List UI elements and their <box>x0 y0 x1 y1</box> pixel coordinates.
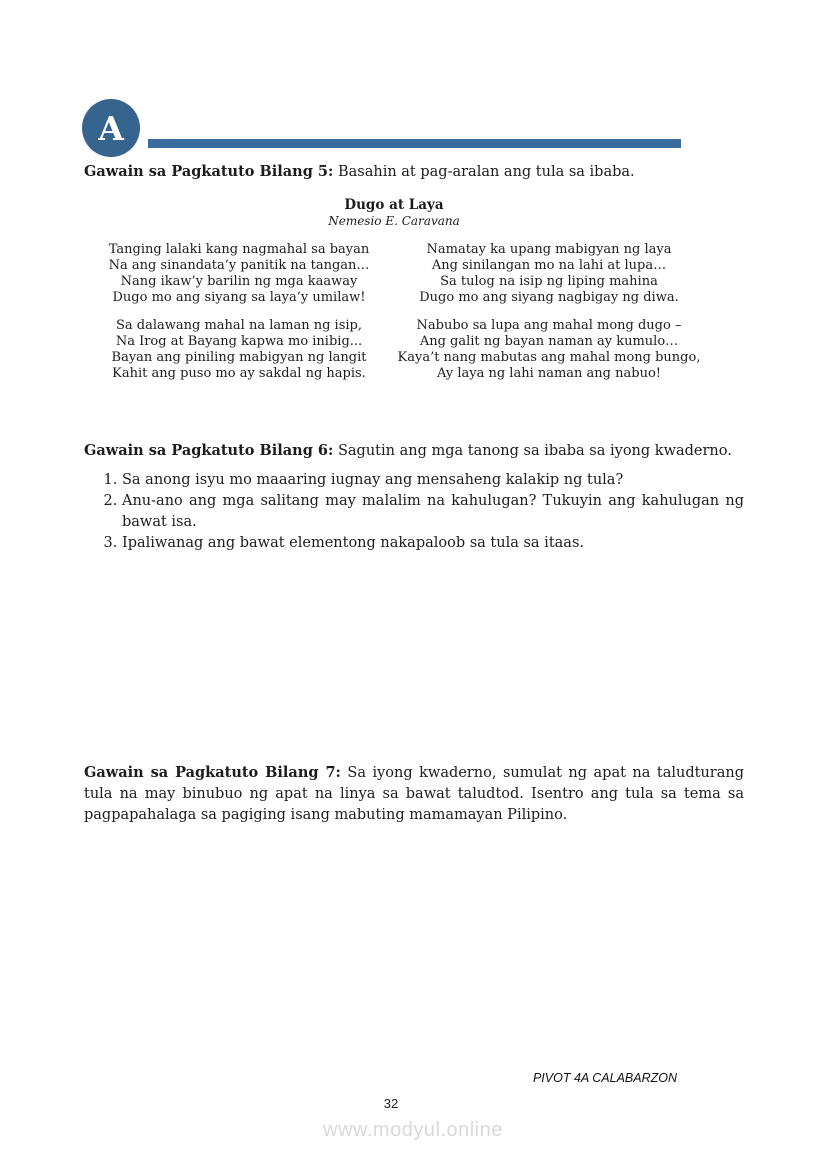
poem-line: Sa dalawang mahal na laman ng isip, <box>116 318 362 333</box>
poem-column-left <box>84 242 394 382</box>
poem-line: Nang ikaw’y barilin ng mga kaaway <box>120 274 358 289</box>
poem-columns <box>84 242 704 382</box>
poem-stanza-2 <box>84 318 394 382</box>
watermark: www.modyul.online <box>323 1119 503 1141</box>
question-item-3: 3. Ipaliwanag ang bawat elementong nakapaloob sa tula sa itaas. <box>122 533 744 554</box>
poem-line: Namatay ka upang mabigyan ng laya <box>426 242 672 257</box>
activity7-paragraph <box>84 762 744 826</box>
poem-line: Nabubo sa lupa ang mahal mong dugo – <box>416 318 682 333</box>
question-item-1: 1. Sa anong isyu mo maaaring iugnay ang mensaheng kalakip ng tula? <box>122 470 744 491</box>
poem-line: Dugo mo ang siyang sa laya’y umilaw! <box>112 290 366 305</box>
poem-line: Tanging lalaki kang nagmahal sa bayan <box>108 242 370 257</box>
poem-column-right <box>394 242 704 382</box>
header-rule <box>148 139 681 148</box>
poem <box>84 197 704 382</box>
question-item-2: 2. Anu-ano ang mga salitang may malalim na kahulugan? Tukuyin ang kahulugan ng bawat isa. <box>122 491 744 533</box>
poem-title: Dugo at Laya <box>344 197 444 213</box>
poem-line: Na Irog at Bayang kapwa mo inibig... <box>115 334 363 349</box>
activity5-heading: Gawain sa Pagkatuto Bilang 5: <box>84 163 334 180</box>
poem-line: Ang sinilangan mo na lahi at lupa… <box>431 258 667 273</box>
activity5-instruction: Basahin at pag-aralan ang tula sa ibaba. <box>337 164 635 180</box>
poem-line: Kahit ang puso mo ay sakdal ng hapis. <box>112 366 366 381</box>
activity6-section <box>84 440 744 554</box>
poem-stanza-1 <box>84 242 394 306</box>
poem-stanza-3 <box>394 242 704 306</box>
activity6-instruction: Sagutin ang mga tanong sa ibaba sa iyong kwaderno. <box>337 443 732 459</box>
activity6-paragraph <box>84 440 744 462</box>
activity6-questions <box>84 470 744 554</box>
poem-line: Dugo mo ang siyang nagbigay ng diwa. <box>419 290 679 305</box>
poem-author: Nemesio E. Caravana <box>328 214 460 228</box>
poem-line: Ay laya ng lahi naman ang nabuo! <box>436 366 662 381</box>
poem-line: Sa tulog na isip ng liping mahina <box>440 274 658 289</box>
activity5-paragraph <box>84 161 744 183</box>
poem-line: Na ang sinandata’y panitik na tangan… <box>108 258 370 273</box>
activity7-heading: Gawain sa Pagkatuto Bilang 7: <box>84 764 341 781</box>
activity7-instruction: Sa iyong kwaderno, sumulat ng apat na taludturang tula na may binubuo ng apat na linya sa bawat taludtod. Isentro ang tula sa tema sa pagpapahalaga sa pagiging isang mabuting mamamayan Pilipino. <box>84 765 744 823</box>
page-number: 32 <box>383 1096 399 1111</box>
poem-line: Bayan ang piniling mabigyan ng langit <box>111 350 367 365</box>
poem-line: Ang galit ng bayan naman ay kumulo… <box>419 334 679 349</box>
footer-brand: PIVOT 4A CALABARZON <box>532 1071 677 1085</box>
section-a-badge <box>82 99 140 157</box>
activity6-heading: Gawain sa Pagkatuto Bilang 6: <box>84 442 334 459</box>
poem-line: Kaya’t nang mabutas ang mahal mong bungo, <box>397 350 701 365</box>
poem-stanza-4 <box>394 318 704 382</box>
section-letter: A <box>98 108 124 148</box>
